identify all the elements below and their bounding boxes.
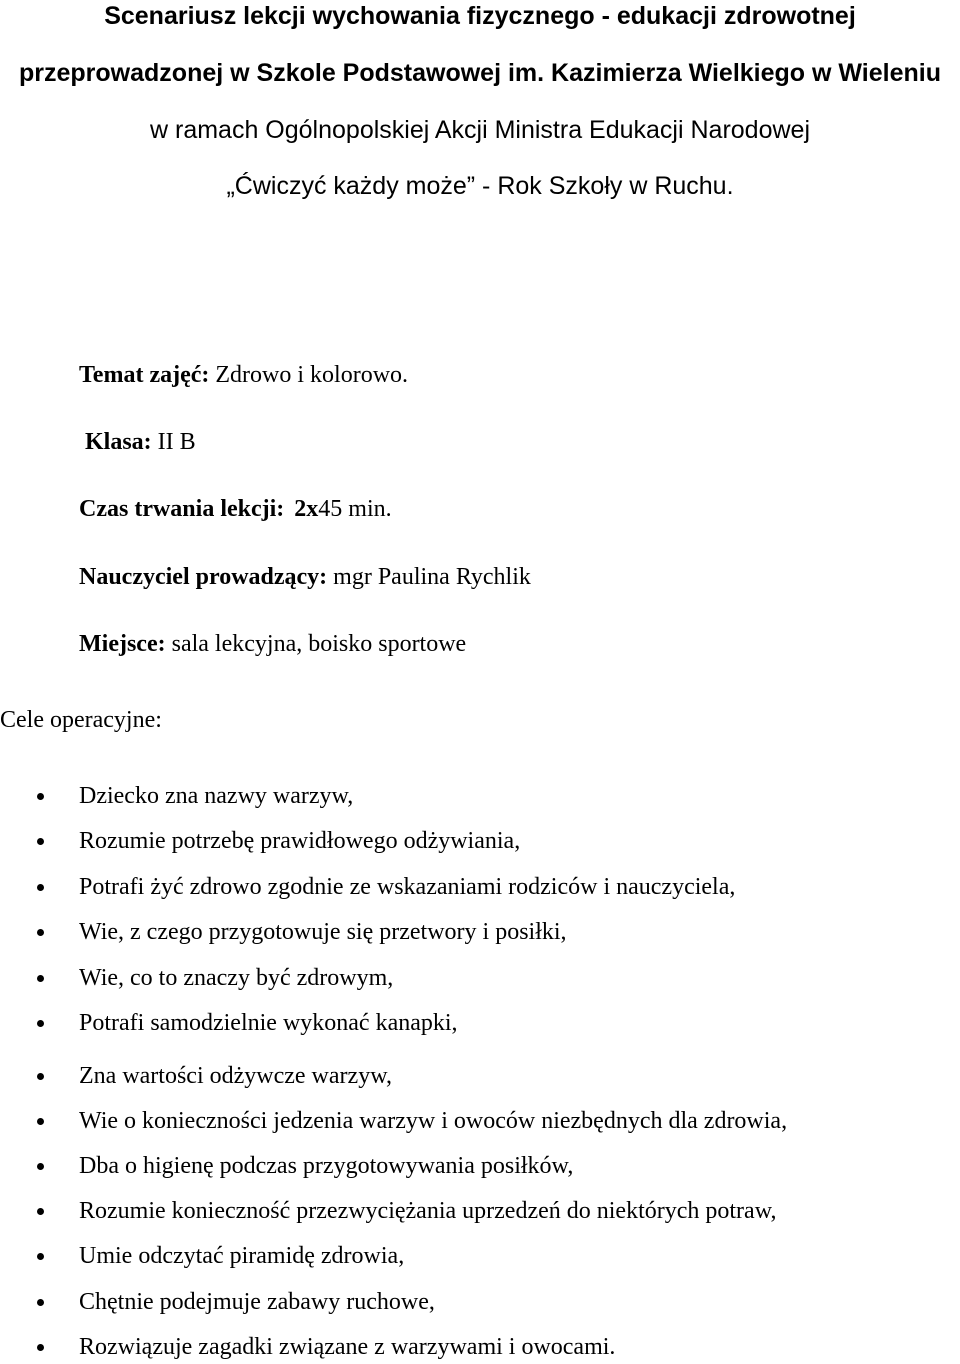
list-item: Rozwiązuje zagadki związane z warzywami i owocami.	[0, 1332, 960, 1362]
list-item: Potrafi żyć zdrowo zgodnie ze wskazaniami rodziców i nauczyciela,	[0, 872, 960, 902]
lesson-topic	[79, 360, 408, 390]
lesson-teacher	[79, 562, 531, 592]
bullet-icon	[37, 838, 44, 845]
teacher-label: Nauczyciel prowadzący:	[79, 564, 328, 590]
title-line-1: Scenariusz lekcji wychowania fizycznego - edukacji zdrowotnej	[104, 2, 856, 30]
list-item: Dziecko zna nazwy warzyw,	[0, 781, 960, 811]
list-item: Umie odczytać piramidę zdrowia,	[0, 1241, 960, 1271]
lesson-duration	[79, 494, 392, 524]
bullet-icon	[37, 975, 44, 982]
topic-value: Zdrowo i kolorowo.	[215, 362, 409, 388]
bullet-icon	[37, 1020, 44, 1027]
duration-value-bold: 2x	[294, 496, 319, 522]
bullet-icon	[37, 884, 44, 891]
list-item: Wie, co to znaczy być zdrowym,	[0, 963, 960, 993]
lesson-class	[85, 427, 196, 457]
duration-value: 45 min.	[318, 496, 392, 522]
title-line-4: „Ćwiczyć każdy może” - Rok Szkoły w Ruchu.	[226, 172, 734, 200]
topic-label: Temat zajęć:	[79, 362, 210, 388]
list-item: Rozumie potrzebę prawidłowego odżywiania,	[0, 826, 960, 856]
list-item: Potrafi samodzielnie wykonać kanapki,	[0, 1008, 960, 1038]
list-item: Zna wartości odżywcze warzyw,	[0, 1061, 960, 1091]
place-label: Miejsce:	[79, 631, 166, 657]
list-item: Dba o higienę podczas przygotowywania posiłków,	[0, 1151, 960, 1181]
bullet-icon	[37, 1073, 44, 1080]
list-item: Wie, z czego przygotowuje się przetwory i posiłki,	[0, 917, 960, 947]
title-line-3: w ramach Ogólnopolskiej Akcji Ministra Edukacji Narodowej	[150, 116, 810, 144]
title-line-2: przeprowadzonej w Szkole Podstawowej im. Kazimierza Wielkiego w Wieleniu	[19, 59, 941, 87]
place-value: sala lekcyjna, boisko sportowe	[171, 631, 467, 657]
list-item: Rozumie konieczność przezwyciężania uprzedzeń do niektórych potraw,	[0, 1196, 960, 1226]
duration-label: Czas trwania lekcji:	[79, 496, 285, 522]
list-item: Chętnie podejmuje zabawy ruchowe,	[0, 1287, 960, 1317]
bullet-icon	[37, 1344, 44, 1351]
bullet-icon	[37, 793, 44, 800]
teacher-value: mgr Paulina Rychlik	[333, 564, 531, 590]
bullet-icon	[37, 1118, 44, 1125]
class-label: Klasa:	[85, 429, 152, 455]
lesson-place	[79, 629, 466, 659]
goals-heading: Cele operacyjne:	[0, 707, 162, 733]
bullet-icon	[37, 1253, 44, 1260]
bullet-icon	[37, 1299, 44, 1306]
bullet-icon	[37, 1208, 44, 1215]
class-value: II B	[157, 429, 196, 455]
bullet-icon	[37, 1163, 44, 1170]
bullet-icon	[37, 929, 44, 936]
list-item: Wie o konieczności jedzenia warzyw i owoców niezbędnych dla zdrowia,	[0, 1106, 960, 1136]
